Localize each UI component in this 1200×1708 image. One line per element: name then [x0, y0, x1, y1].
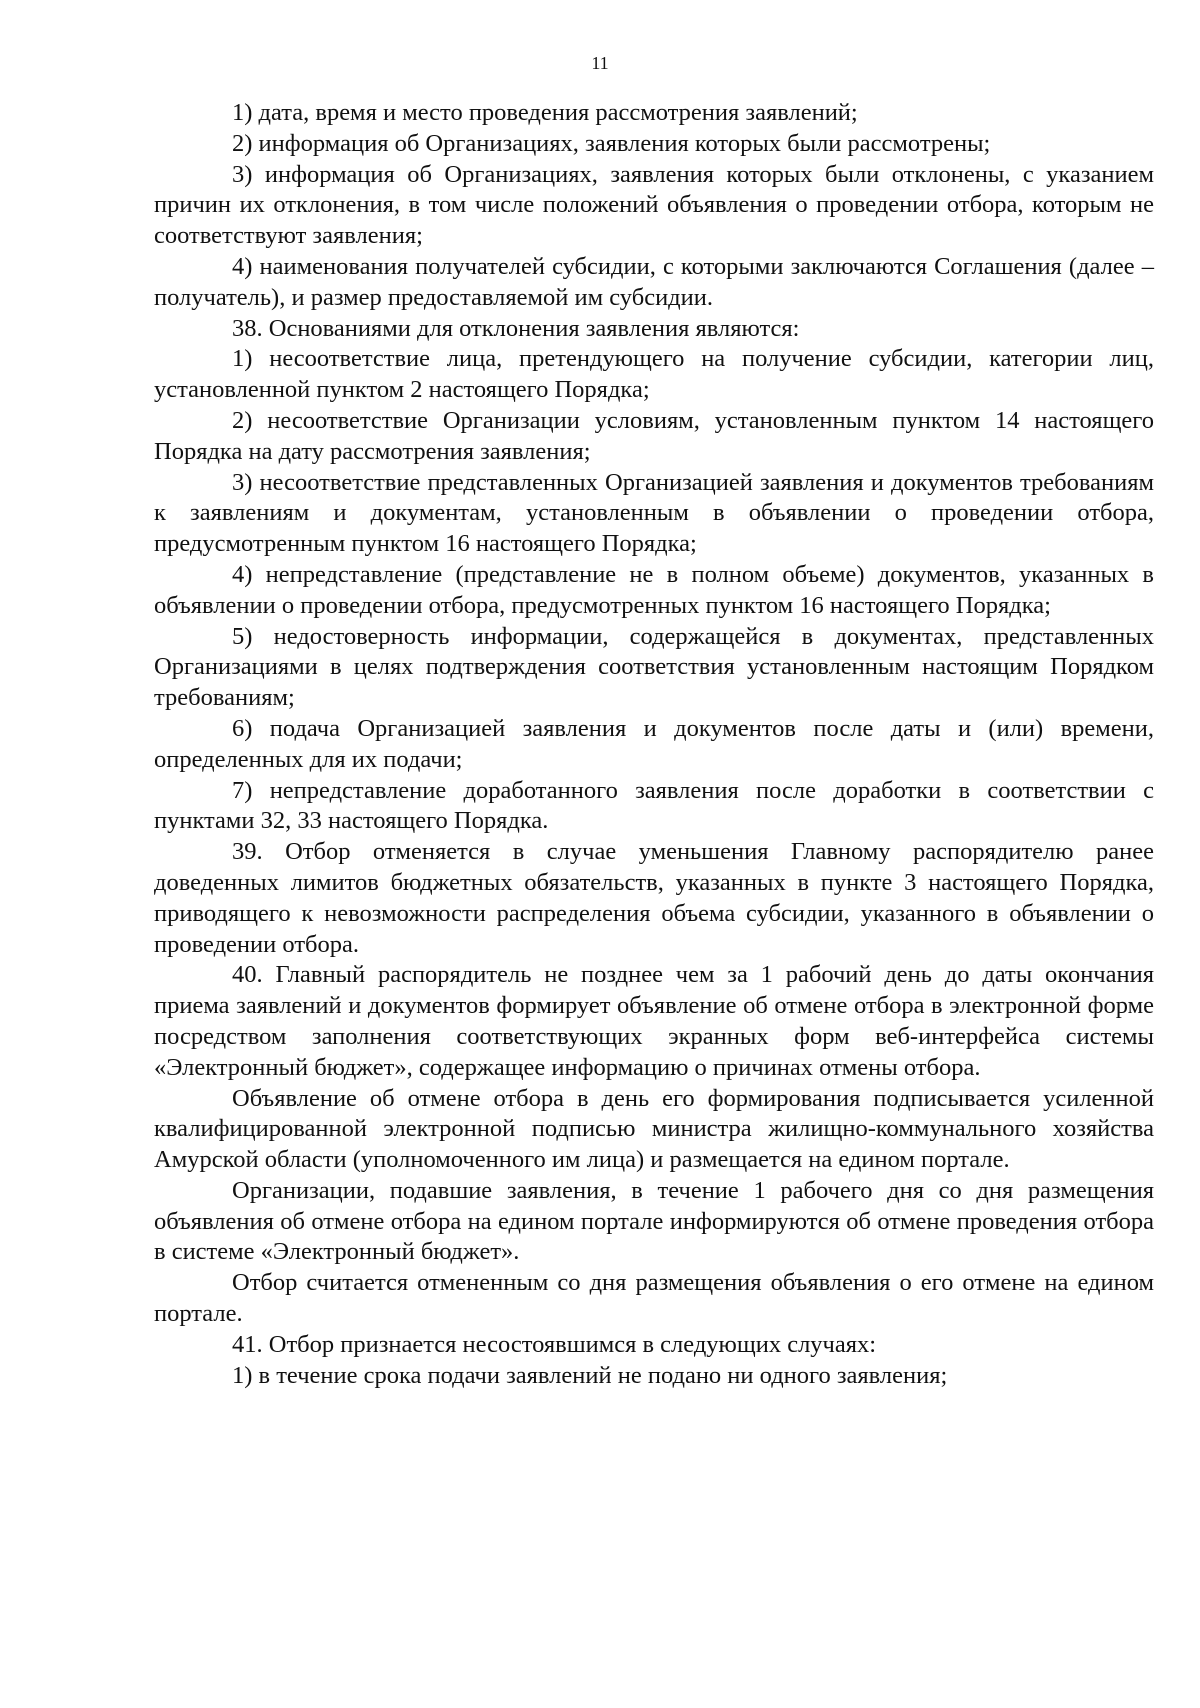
- section-39: 39. Отбор отменяется в случае уменьшения Главному распорядителю ранее доведенных лимитов бюджетных обязательств, указанных в пункте 3 настоящего Порядка, приводящего к невозможности распределения объема субсидии, указанного в объявлении о проведении отбора.: [154, 838, 1154, 958]
- paragraph: 4) наименования получателей субсидии, с которыми заключаются Соглашения (далее – получатель), и размер предоставляемой им субсидии.: [154, 252, 1154, 311]
- paragraph: 1) в течение срока подачи заявлений не подано ни одного заявления;: [232, 1361, 948, 1389]
- paragraph: Организации, подавшие заявления, в течение 1 рабочего дня со дня размещения объявления об отмене отбора на едином портале информируются об отмене проведения отбора в системе «Электронный бюджет».: [154, 1176, 1154, 1266]
- paragraph: 5) недостоверность информации, содержащейся в документах, представленных Организациями в целях подтверждения соответствия установленным настоящим Порядком требованиям;: [154, 622, 1154, 712]
- document-body: [154, 98, 1154, 1391]
- paragraph: 2) несоответствие Организации условиям, установленным пунктом 14 настоящего Порядка на дату рассмотрения заявления;: [154, 406, 1154, 465]
- paragraph: 3) информация об Организациях, заявления которых были отклонены, с указанием причин их отклонения, в том числе положений объявления о проведении отбора, которым не соответствуют заявления;: [154, 160, 1154, 250]
- paragraph: 4) непредставление (представление не в полном объеме) документов, указанных в объявлении о проведении отбора, предусмотренных пунктом 16 настоящего Порядка;: [154, 560, 1154, 619]
- page-number: 11: [591, 53, 609, 73]
- paragraph: 3) несоответствие представленных Организацией заявления и документов требованиям к заявлениям и документам, установленным в объявлении о проведении отбора, предусмотренным пунктом 16 настоящего Порядка;: [154, 468, 1154, 558]
- section-heading-41: 41. Отбор признается несостоявшимся в следующих случаях:: [232, 1330, 877, 1358]
- paragraph: 7) непредставление доработанного заявления после доработки в соответствии с пунктами 32, 33 настоящего Порядка.: [154, 776, 1154, 835]
- paragraph: 2) информация об Организациях, заявления которых были рассмотрены;: [232, 129, 991, 157]
- section-heading-38: 38. Основаниями для отклонения заявления являются:: [232, 314, 800, 342]
- paragraph: 1) дата, время и место проведения рассмотрения заявлений;: [232, 99, 858, 126]
- section-40: 40. Главный распорядитель не позднее чем за 1 рабочий день до даты окончания приема заявлений и документов формирует объявление об отмене отбора в электронной форме посредством заполнения соответствующих экранных форм веб-интерфейса системы «Электронный бюджет», содержащее информацию о причинах отмены отбора.: [154, 961, 1154, 1081]
- paragraph: Отбор считается отмененным со дня размещения объявления о его отмене на едином портале.: [154, 1269, 1154, 1328]
- paragraph: 6) подача Организацией заявления и документов после даты и (или) времени, определенных для их подачи;: [154, 714, 1154, 773]
- paragraph: 1) несоответствие лица, претендующего на получение субсидии, категории лиц, установленной пунктом 2 настоящего Порядка;: [154, 345, 1154, 404]
- paragraph: Объявление об отмене отбора в день его формирования подписывается усиленной квалифицированной электронной подписью министра жилищно-коммунального хозяйства Амурской области (уполномоченного им лица) и размещается на едином портале.: [154, 1084, 1154, 1174]
